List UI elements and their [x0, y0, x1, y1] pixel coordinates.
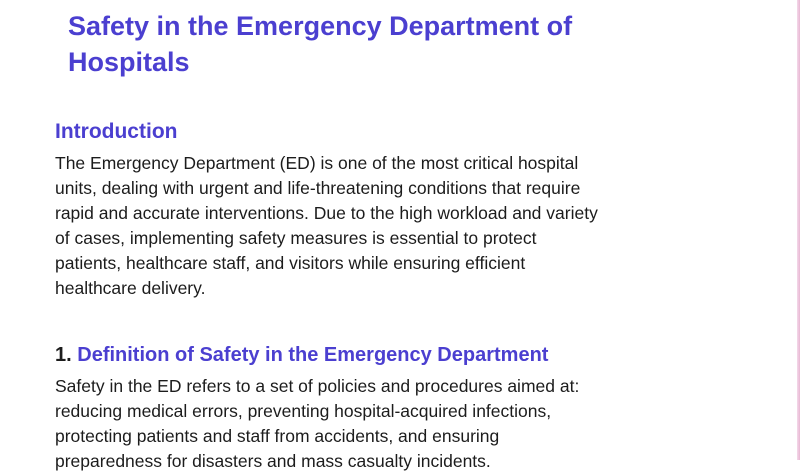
title-line: Hospitals [68, 47, 190, 77]
paragraph-line: reducing medical errors, preventing hospital-acquired infections, [55, 401, 552, 421]
paragraph-line: Safety in the ED refers to a set of policies and procedures aimed at: [55, 376, 580, 396]
section-heading-text: Definition of Safety in the Emergency Department [77, 344, 549, 366]
paragraph-line: preparedness for disasters and mass casualty incidents. [55, 451, 491, 471]
paragraph-line: rapid and accurate interventions. Due to the high workload and variety [55, 203, 598, 223]
paragraph-line: patients, healthcare staff, and visitors while ensuring efficient [55, 253, 526, 273]
introduction-heading: Introduction [55, 120, 178, 143]
section-number: 1. [55, 344, 72, 366]
document-title [68, 8, 708, 80]
paragraph-line: protecting patients and staff from accidents, and ensuring [55, 426, 500, 446]
definition-paragraph [55, 374, 735, 474]
paragraph-line: The Emergency Department (ED) is one of the most critical hospital [55, 153, 579, 173]
paragraph-line: of cases, implementing safety measures is essential to protect [55, 228, 537, 248]
introduction-paragraph [55, 151, 735, 301]
paragraph-line: healthcare delivery. [55, 278, 206, 298]
definition-heading [55, 341, 548, 369]
title-line: Safety in the Emergency Department of [68, 11, 573, 41]
paragraph-line: units, dealing with urgent and life-threatening conditions that require [55, 178, 581, 198]
